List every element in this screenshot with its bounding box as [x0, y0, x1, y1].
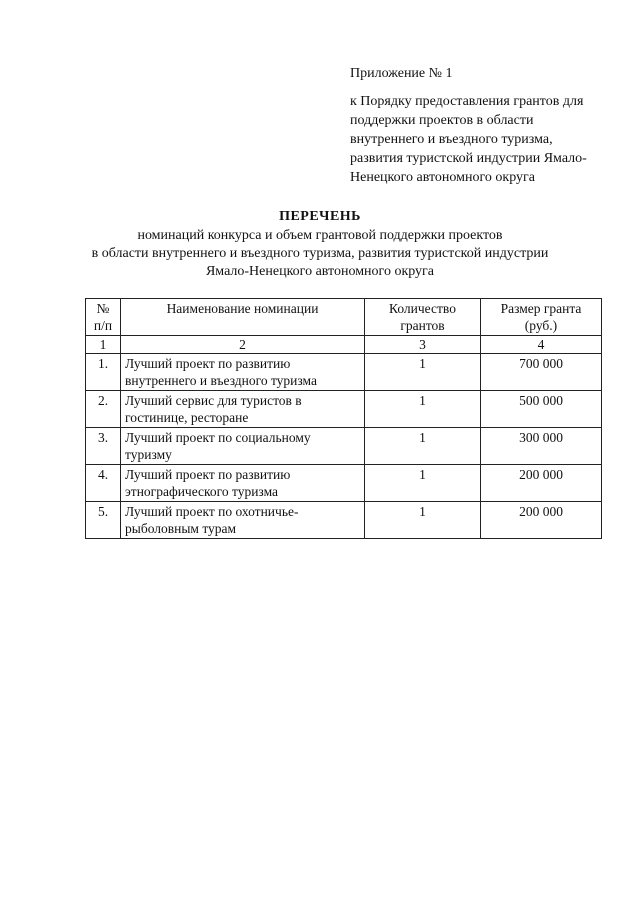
nomination-name-line: внутреннего и въездного туризма: [125, 373, 317, 388]
column-number: 2: [121, 336, 365, 354]
column-number-row: [86, 336, 602, 354]
nomination-name-line: Лучший проект по развитию: [125, 356, 291, 371]
table-row: [86, 391, 602, 428]
grant-amount: 500 000: [481, 391, 602, 428]
header-row: [86, 299, 602, 336]
table-row: [86, 428, 602, 465]
grant-count: 1: [365, 465, 481, 502]
nomination-name-line: Лучший сервис для туристов в: [125, 393, 302, 408]
appendix-reference: [350, 92, 612, 187]
nominations-table: [85, 298, 602, 539]
document-heading: [0, 208, 640, 281]
document-title: ПЕРЕЧЕНЬ: [279, 209, 361, 224]
header-num: [86, 299, 121, 336]
row-number: 1.: [86, 354, 121, 391]
nomination-name-line: Лучший проект по социальному: [125, 430, 311, 445]
row-number: 5.: [86, 502, 121, 539]
subtitle-line: в области внутреннего и въездного туризма, развития туристской индустрии: [91, 246, 549, 261]
table-header: [86, 299, 602, 354]
grant-count: 1: [365, 428, 481, 465]
header-count-line: Количество: [389, 301, 456, 316]
grant-amount: 300 000: [481, 428, 602, 465]
column-number: 4: [481, 336, 602, 354]
nomination-name-line: туризму: [125, 447, 172, 462]
table-row: [86, 502, 602, 539]
grant-count: 1: [365, 354, 481, 391]
grant-amount: 200 000: [481, 465, 602, 502]
table-row: [86, 354, 602, 391]
row-number: 2.: [86, 391, 121, 428]
document-subtitle: [0, 227, 640, 281]
header-num-line: п/п: [93, 318, 113, 333]
grant-amount: 700 000: [481, 354, 602, 391]
nomination-name: [121, 391, 365, 428]
appendix-line: развития туристской индустрии Ямало-: [350, 151, 587, 166]
table-body: [86, 354, 602, 539]
nomination-name-line: этнографического туризма: [125, 484, 279, 499]
subtitle-line: Ямало-Ненецкого автономного округа: [205, 264, 435, 279]
header-num-line: №: [96, 301, 110, 316]
nomination-name-line: Лучший проект по развитию: [125, 467, 291, 482]
row-number: 3.: [86, 428, 121, 465]
header-name: [121, 299, 365, 336]
appendix-number: Приложение № 1: [350, 66, 453, 81]
grant-count: 1: [365, 391, 481, 428]
nomination-name: [121, 465, 365, 502]
appendix-line: Ненецкого автономного округа: [350, 170, 535, 185]
nomination-name-line: Лучший проект по охотничье-: [125, 504, 299, 519]
subtitle-line: номинаций конкурса и объем грантовой поддержки проектов: [137, 228, 503, 243]
header-name-line: Наименование номинации: [166, 301, 319, 316]
nomination-name-line: рыболовным турам: [125, 521, 237, 536]
appendix-line: к Порядку предоставления грантов для: [350, 94, 584, 109]
header-count: [365, 299, 481, 336]
table-row: [86, 465, 602, 502]
grant-count: 1: [365, 502, 481, 539]
nomination-name: [121, 428, 365, 465]
column-number: 1: [86, 336, 121, 354]
appendix-line: внутреннего и въездного туризма,: [350, 132, 553, 147]
nomination-name: [121, 502, 365, 539]
appendix-block: [350, 64, 612, 187]
header-amount: [481, 299, 602, 336]
grant-amount: 200 000: [481, 502, 602, 539]
row-number: 4.: [86, 465, 121, 502]
header-amount-line: Размер гранта: [500, 301, 582, 316]
column-number: 3: [365, 336, 481, 354]
nomination-name: [121, 354, 365, 391]
appendix-line: поддержки проектов в области: [350, 113, 534, 128]
header-count-line: грантов: [400, 318, 445, 333]
header-amount-line: (руб.): [524, 318, 558, 333]
nomination-name-line: гостинице, ресторане: [125, 410, 249, 425]
